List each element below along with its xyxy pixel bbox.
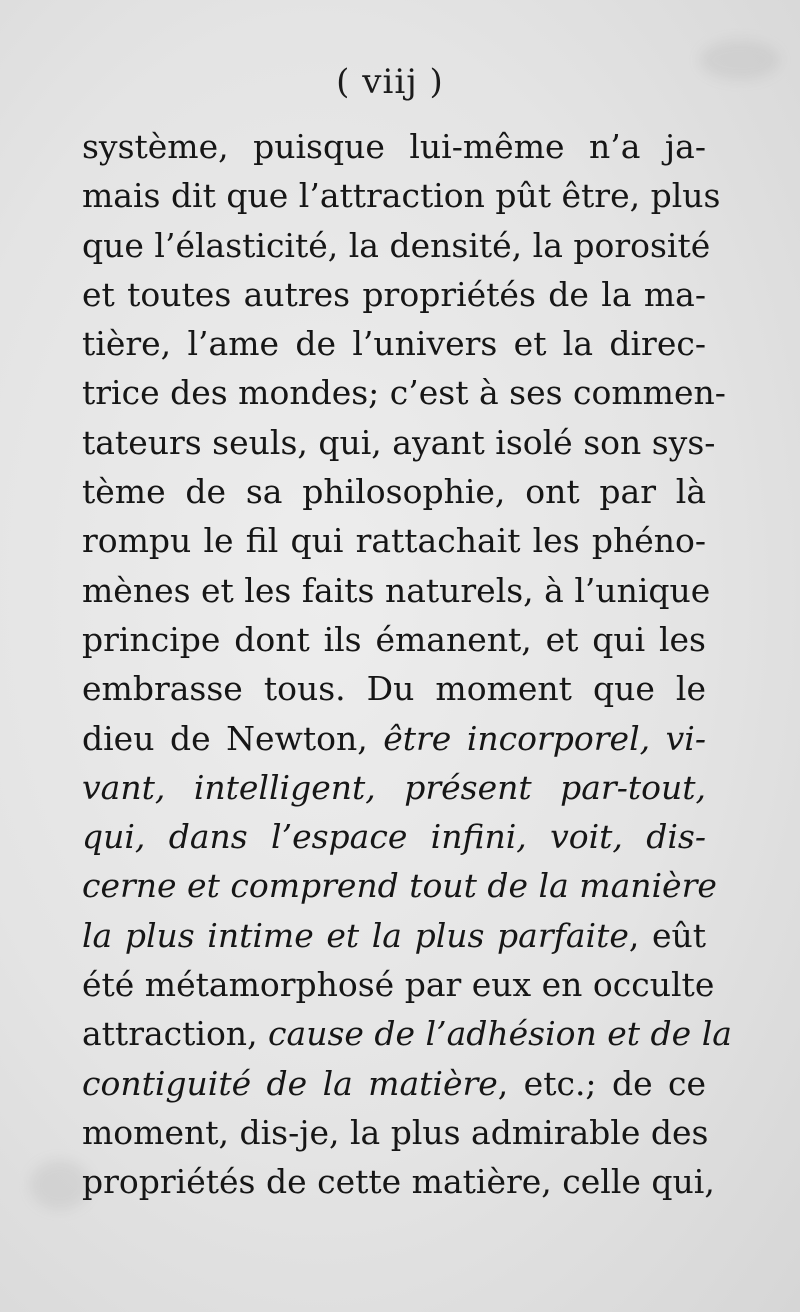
text-segment: attraction, xyxy=(82,1014,269,1054)
text-line xyxy=(82,270,706,319)
text-segment: système, puisque lui-même n’a ja- xyxy=(82,127,706,166)
italic-text: la plus intime et la plus parfaite xyxy=(82,915,629,955)
text-segment: que l’élasticité, la densité, la porosité xyxy=(82,225,711,265)
text-line xyxy=(82,763,706,812)
text-segment: rompu le fil qui rattachait les phéno- xyxy=(82,521,706,561)
italic-text: cerne et comprend tout de la manière xyxy=(82,866,717,906)
text-line xyxy=(82,171,721,220)
italic-text: être incorporel, vi- xyxy=(383,718,707,758)
text-segment: propriétés de cette matière, celle qui, xyxy=(82,1162,715,1202)
text-line xyxy=(82,1059,706,1108)
italic-text: vant, intelligent, présent par-tout, xyxy=(82,767,706,807)
text-line xyxy=(82,664,706,713)
text-line xyxy=(82,812,706,861)
text-segment: , eût xyxy=(628,915,706,955)
text-line xyxy=(82,1009,732,1058)
text-line xyxy=(82,861,717,910)
text-segment: trice des mondes; c’est à ses commen- xyxy=(82,373,726,413)
text-line xyxy=(82,221,711,270)
text-line xyxy=(82,1108,709,1157)
text-segment: tateurs seuls, qui, ayant isolé son sys- xyxy=(82,422,716,462)
italic-text: qui, dans l’espace infini, voit, dis- xyxy=(82,817,706,857)
text-line xyxy=(82,566,711,615)
text-segment: principe dont ils émanent, et qui les xyxy=(82,619,706,659)
text-line xyxy=(82,467,706,516)
italic-text: contiguité de la matière xyxy=(82,1063,498,1103)
text-line xyxy=(82,1157,715,1206)
text-segment: tème de sa philosophie, ont par là xyxy=(82,472,706,512)
page-stain xyxy=(30,1160,90,1210)
text-line xyxy=(82,122,706,171)
text-line xyxy=(82,911,706,960)
text-segment: été métamorphosé par eux en occulte xyxy=(82,965,715,1005)
text-line xyxy=(82,516,706,565)
text-line xyxy=(82,368,726,417)
page-number: ( viij ) xyxy=(336,62,444,102)
text-segment: et toutes autres propriétés de la ma- xyxy=(82,274,706,314)
text-line xyxy=(82,615,706,664)
text-segment: tière, l’ame de l’univers et la direc- xyxy=(82,324,706,364)
text-segment: dieu de Newton, xyxy=(82,718,384,758)
text-segment: moment, dis-je, la plus admirable des xyxy=(82,1112,709,1152)
text-segment: mènes et les faits naturels, à l’unique xyxy=(82,570,711,610)
text-line xyxy=(82,319,706,368)
text-segment: embrasse tous. Du moment que le xyxy=(82,669,706,709)
text-segment: , etc.; de ce xyxy=(497,1063,706,1103)
text-line xyxy=(82,714,706,763)
italic-text: cause de l’adhésion et de la xyxy=(268,1014,732,1054)
text-line xyxy=(82,960,715,1009)
text-line xyxy=(82,418,716,467)
text-segment: mais dit que l’attraction pût être, plus xyxy=(82,176,721,216)
body-text xyxy=(82,122,732,1207)
